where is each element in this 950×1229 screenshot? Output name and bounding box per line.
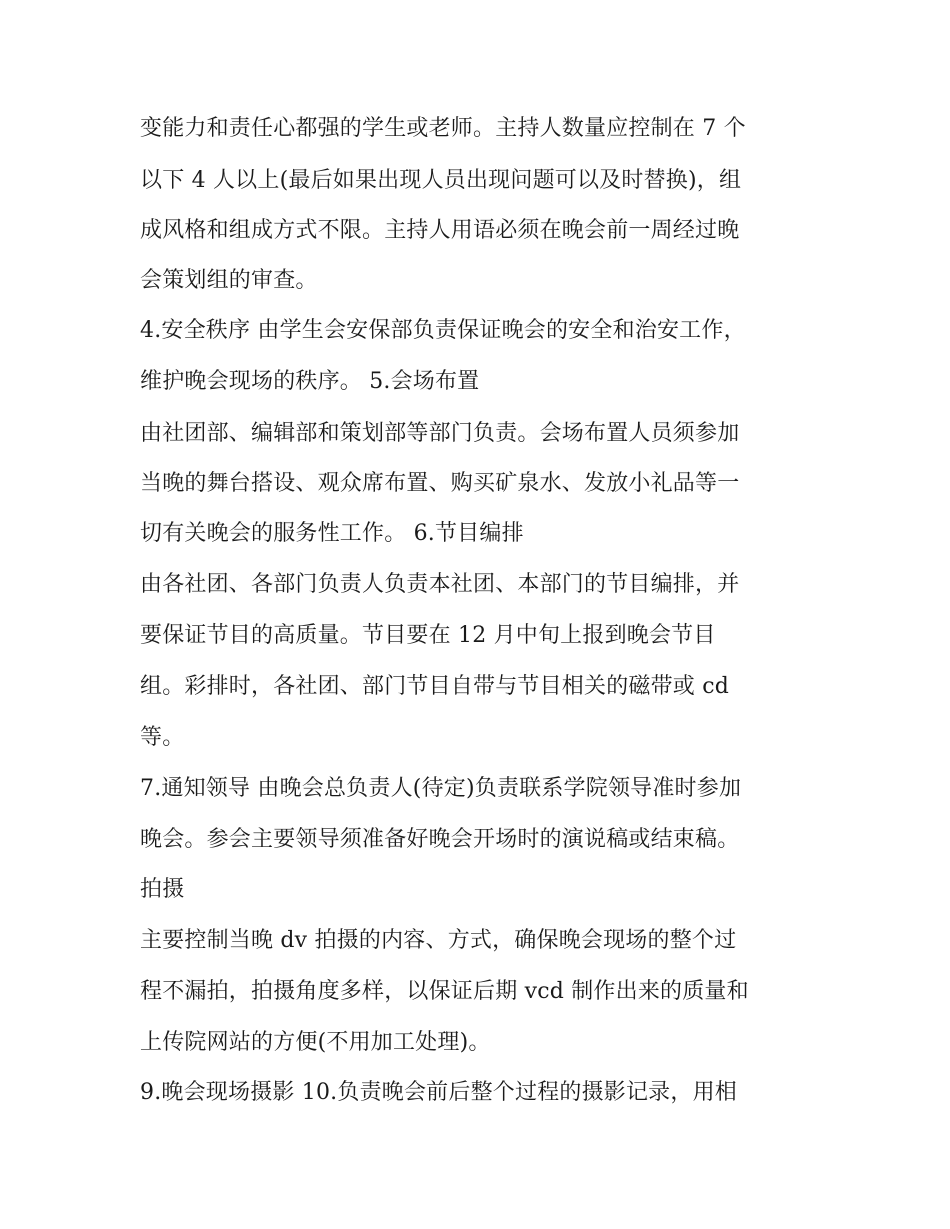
text-line: 晚会。参会主要领导须准备好晚会开场时的演说稿或结束稿。 xyxy=(140,827,740,852)
text-line: 维护晚会现场的秩序。 5.会场布置 xyxy=(140,369,480,394)
text-line: 切有关晚会的服务性工作。 6.节目编排 xyxy=(140,521,524,546)
text-line: 变能力和责任心都强的学生或老师。主持人数量应控制在 7 个 xyxy=(140,116,746,141)
text-line: 等。 xyxy=(140,725,185,750)
text-line: 由社团部、编辑部和策划部等部门负责。会场布置人员须参加 xyxy=(140,421,740,446)
text-line: 拍摄 xyxy=(140,877,185,902)
text-line: 以下 4 人以上(最后如果出现人员出现问题可以及时替换)，组 xyxy=(140,168,742,193)
text-line: 要保证节目的高质量。节目要在 12 月中旬上报到晚会节目 xyxy=(140,623,716,648)
text-line: 4.安全秩序 由学生会安保部负责保证晚会的安全和治安工作， xyxy=(140,318,746,343)
text-line: 7.通知领导 由晚会总负责人(待定)负责联系学院领导准时参加 xyxy=(140,776,742,801)
text-line: 会策划组的审查。 xyxy=(140,268,318,293)
text-line: 上传院网站的方便(不用加工处理)。 xyxy=(140,1030,491,1055)
text-line: 9.晚会现场摄影 10.负责晚会前后整个过程的摄影记录，用相 xyxy=(140,1080,737,1105)
text-line: 程不漏拍，拍摄角度多样，以保证后期 vcd 制作出来的质量和 xyxy=(140,979,749,1004)
text-line: 成风格和组成方式不限。主持人用语必须在晚会前一周经过晚 xyxy=(140,218,740,243)
text-line: 由各社团、各部门负责人负责本社团、本部门的节目编排，并 xyxy=(140,572,740,597)
text-line: 主要控制当晚 dv 拍摄的内容、方式，确保晚会现场的整个过 xyxy=(140,928,737,953)
text-line: 组。彩排时，各社团、部门节目自带与节目相关的磁带或 cd xyxy=(140,674,729,699)
text-line: 当晚的舞台搭设、观众席布置、购买矿泉水、发放小礼品等一 xyxy=(140,471,740,496)
